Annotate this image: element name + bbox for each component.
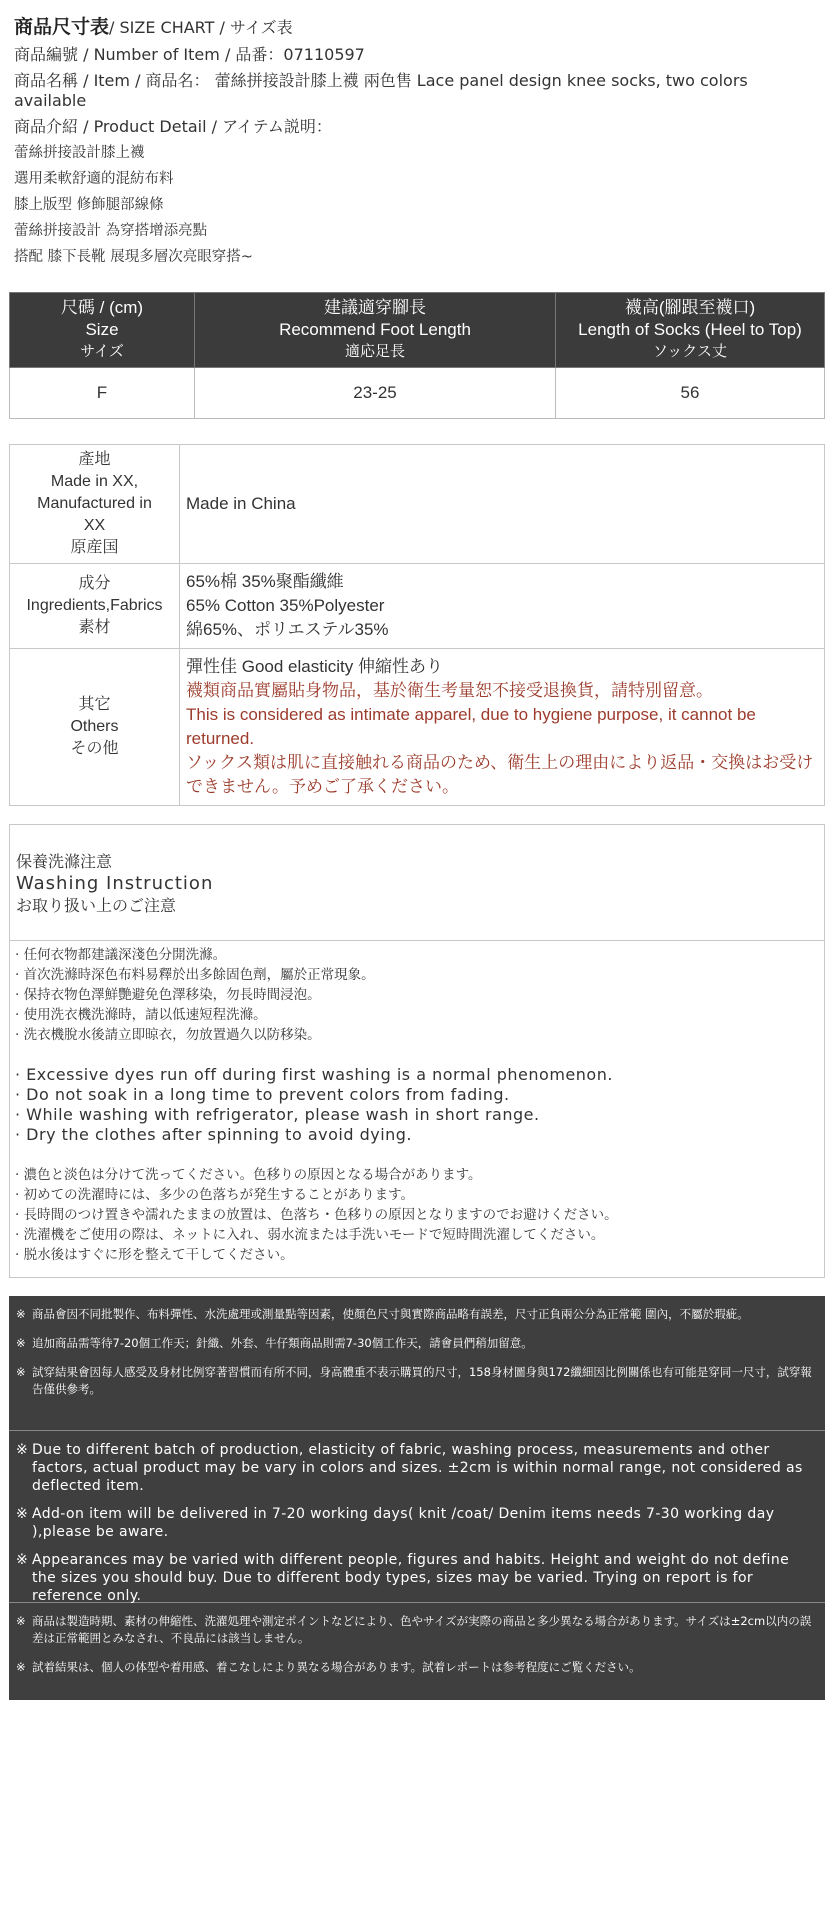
ingredients-label-en: Ingredients,Fabrics [26,597,163,614]
list-item: · Dry the clothes after spinning to avoid dying. [15,1125,413,1144]
foot-length-header-jp: 適応足長 [344,343,405,360]
list-item: · Do not soak in a long time to prevent colors from fading. [15,1085,510,1104]
note-item [16,1659,815,1676]
info-table [9,444,825,806]
size-table [9,292,825,419]
note-mark: ※ [16,1552,29,1568]
list-item: · 任何衣物都建議深淺色分開洗滌。 [15,947,227,963]
washing-title-en: Washing Instruction [16,873,214,894]
list-item: · 濃色と淡色は分けて洗ってください。色移りの原因となる場合があります。 [15,1167,482,1183]
origin-label-zh: 產地 [78,451,111,468]
others-value [180,649,825,806]
note-mark: ※ [16,1660,26,1674]
note-item [16,1335,815,1352]
list-item: · 洗衣機脫水後請立即晾衣，勿放置過久以防移染。 [15,1027,321,1043]
item-name: 商品名稱 / Item / 商品名： 蕾絲拼接設計膝上襪 兩色售 Lace panel design knee socks, two colors available [14,71,748,110]
product-header [14,16,824,267]
ingredients-row [10,564,825,649]
size-chart-title-rest: / SIZE CHART / サイズ表 [109,18,293,37]
note-item [16,1613,815,1647]
note-item [16,1441,815,1495]
others-label-zh: 其它 [78,696,111,713]
sock-length-header-cell [556,293,825,368]
origin-label-en: Made in XX, [50,473,139,490]
elasticity-note: 彈性佳 Good elasticity 伸縮性あり [186,657,443,676]
note-text: Appearances may be varied with different people, figures and habits. Height and weight do not define the sizes you should buy. Due to different body types, sizes may be varied. Trying on report is for reference only. [32,1552,790,1604]
note-item [16,1364,815,1398]
origin-row [10,445,825,564]
note-text: Due to different batch of production, elasticity of fabric, washing process, measurements and other factors, actual product may be vary in colors and sizes. ±2cm is within normal range, not considered as deflected item. [32,1442,803,1494]
table-row [10,368,825,419]
list-item: · 初めての洗濯時には、多少の色落ちが発生することがあります。 [15,1187,415,1203]
item-number: 商品編號 / Number of Item / 品番：07110597 [14,45,365,64]
notes-en-section [9,1431,825,1603]
note-mark: ※ [16,1336,26,1350]
product-detail-line: 膝上版型 修飾腿部線條 [14,197,164,213]
foot-length-header-en: Recommend Foot Length [279,320,471,339]
list-item: · 保持衣物色澤鮮艷避免色澤移染，勿長時間浸泡。 [15,987,321,1003]
note-text: 商品會因不同批製作、布料彈性、水洗處理或測量點等因素，使顏色尺寸與實際商品略有誤差，尺寸正負兩公分為正常範 圍內，不屬於瑕疵。 [32,1307,749,1321]
others-label-jp: その他 [70,740,119,757]
note-mark: ※ [16,1365,26,1379]
note-text: 試穿結果會因每人感受及身材比例穿著習慣而有所不同，身高體重不表示購買的尺寸，158身材圖身與172纖細因比例關係也有可能是穿同一尺寸，試穿報告僅供參考。 [32,1365,812,1396]
foot-length-header-cell [195,293,556,368]
ingredients-label-jp: 素材 [78,619,111,636]
size-cell: F [10,368,195,419]
washing-en-group [15,1065,824,1145]
washing-zh-group [15,945,824,1045]
note-mark: ※ [16,1442,29,1458]
size-header-zh: 尺碼 / (cm) [60,298,144,317]
return-policy-en: This is considered as intimate apparel, due to hygiene purpose, it cannot be returned. [186,705,756,748]
ingredients-value [180,564,825,649]
washing-instruction-header [10,825,824,941]
size-header-jp: サイズ [80,343,124,360]
list-item: · Excessive dyes run off during first washing is a normal phenomenon. [15,1065,613,1084]
sock-length-header-jp: ソックス丈 [652,343,728,360]
size-header-en: Size [85,320,119,339]
sock-length-header-en: Length of Socks (Heel to Top) [578,320,802,339]
washing-title-zh: 保養洗滌注意 [16,852,113,871]
note-text: 商品は製造時期、素材の伸縮性、洗濯処理や測定ポイントなどにより、色やサイズが実際の商品と多少異なる場合があります。サイズは±2cm以内の誤差は正常範囲とみなされ、不良品には該当しません。 [32,1614,812,1645]
list-item: · 首次洗滌時深色布料易釋於出多餘固色劑，屬於正常現象。 [15,967,375,983]
origin-value: Made in China [180,445,825,564]
list-item: · While washing with refrigerator, please wash in short range. [15,1105,540,1124]
product-detail-line: 選用柔軟舒適的混紡布料 [14,171,174,187]
foot-length-cell: 23-25 [195,368,556,419]
return-policy-jp: ソックス類は肌に直接触れる商品のため、衛生上の理由により返品・交換はお受けできません。予めご了承ください。 [186,753,814,796]
note-text: Add-on item will be delivered in 7-20 working days( knit /coat/ Denim items needs 7-30 working day ),please be aware. [32,1506,775,1540]
foot-length-header-zh: 建議適穿腳長 [324,298,426,317]
washing-title-jp: お取り扱い上のご注意 [16,896,177,915]
notes-box [9,1296,825,1700]
size-header-cell [10,293,195,368]
others-label [10,649,180,806]
product-detail-line: 搭配 膝下長靴 展現多層次亮眼穿搭~ [14,249,253,265]
notes-jp-section [9,1603,825,1676]
ingredients-jp: 綿65%、ポリエステル35% [186,620,389,639]
list-item: · 洗濯機をご使用の際は、ネットに入れ、弱水流または手洗いモードで短時間洗濯してください。 [15,1227,605,1243]
note-item [16,1505,815,1541]
list-item: · 使用洗衣機洗滌時，請以低速短程洗滌。 [15,1007,267,1023]
note-item [16,1551,815,1605]
list-item: · 脱水後はすぐに形を整えて干してください。 [15,1247,294,1263]
origin-label-jp: 原産国 [70,539,119,556]
list-item: · 長時間のつけ置きや濡れたままの放置は、色落ち・色移りの原因となりますのでお避けください。 [15,1207,618,1223]
ingredients-zh: 65%棉 35%聚酯纖維 [186,572,344,591]
note-item [16,1306,815,1323]
ingredients-en: 65% Cotton 35%Polyester [186,596,385,615]
origin-label-en: Manufactured in [37,495,152,512]
others-row [10,649,825,806]
product-detail-title: 商品介紹 / Product Detail / アイテム説明： [14,117,332,136]
origin-label-en: XX [83,517,106,534]
washing-jp-group [15,1165,824,1265]
sock-length-cell: 56 [556,368,825,419]
notes-zh-section [9,1296,825,1431]
return-policy-zh: 襪類商品實屬貼身物品，基於衛生考量恕不接受退換貨，請特別留意。 [186,681,713,700]
washing-instruction-body [10,941,824,1265]
size-table-header-row [10,293,825,368]
ingredients-label-zh: 成分 [78,575,111,592]
note-mark: ※ [16,1307,26,1321]
note-mark: ※ [16,1506,29,1522]
note-text: 追加商品需等待7-20個工作天；針織、外套、牛仔類商品則需7-30個工作天，請會員們稍加留意。 [32,1336,533,1350]
product-detail-line: 蕾絲拼接設計膝上襪 [14,145,145,161]
sock-length-header-zh: 襪高(腳跟至襪口) [624,298,756,317]
others-label-en: Others [70,718,119,735]
product-detail-line: 蕾絲拼接設計 為穿搭增添亮點 [14,223,208,239]
ingredients-label [10,564,180,649]
note-text: 試着結果は、個人の体型や着用感、着こなしにより異なる場合があります。試着レポートは参考程度にご覧ください。 [32,1660,641,1674]
washing-instruction-box [9,824,825,1278]
size-chart-title [14,16,824,39]
size-chart-title-zh: 商品尺寸表 [14,16,110,38]
origin-label [10,445,180,564]
note-mark: ※ [16,1614,26,1628]
